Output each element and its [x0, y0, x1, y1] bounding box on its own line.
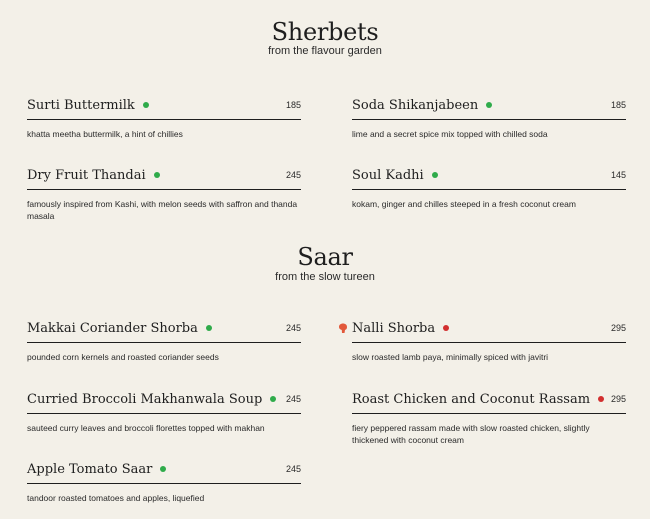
menu-item-price: 245: [285, 464, 301, 474]
menu-item: [352, 164, 626, 210]
menu-item-name: Dry Fruit Thandai: [27, 167, 146, 183]
menu-item-price: 185: [285, 100, 301, 110]
menu-item-price: 295: [610, 323, 626, 333]
menu-item-description: pounded corn kernels and roasted coriander seeds: [27, 352, 219, 362]
menu-item-price: 245: [285, 323, 301, 333]
veg-indicator-icon: [143, 102, 149, 108]
veg-indicator-icon: [432, 172, 438, 178]
menu-item-description: slow roasted lamb paya, minimally spiced with javitri: [352, 352, 549, 362]
menu-item-description: tandoor roasted tomatoes and apples, liquefied: [27, 493, 205, 503]
menu-item-name: Nalli Shorba: [352, 320, 436, 336]
menu-item-description: fiery peppered rassam made with slow roasted chicken, slightly thickened with coconut cream: [352, 423, 590, 445]
menu-item-price: 295: [610, 394, 626, 404]
non-veg-indicator-icon: [443, 325, 449, 331]
veg-indicator-icon: [486, 102, 492, 108]
menu-item-header: [27, 164, 301, 190]
veg-indicator-icon: [154, 172, 160, 178]
menu-item-name: Curried Broccoli Makhanwala Soup: [27, 391, 263, 407]
menu-item-description: lime and a secret spice mix topped with chilled soda: [352, 129, 548, 139]
menu-item-header: [27, 317, 301, 343]
menu-item: [352, 388, 626, 446]
menu-item-name: Surti Buttermilk: [27, 97, 135, 113]
menu-item-description: khatta meetha buttermilk, a hint of chillies: [27, 129, 183, 139]
menu-item: [27, 388, 301, 434]
menu-item-header: [27, 388, 301, 414]
section-subtitle-sherbets: from the flavour garden: [268, 45, 382, 57]
menu-item-header: [352, 388, 626, 414]
menu-item-description: famously inspired from Kashi, with melon seeds with saffron and thanda masala: [27, 199, 298, 221]
menu-item-name: Soul Kadhi: [352, 167, 424, 183]
menu-item-name: Makkai Coriander Shorba: [27, 320, 198, 336]
veg-indicator-icon: [270, 396, 276, 402]
veg-indicator-icon: [206, 325, 212, 331]
menu-item-header: [352, 317, 626, 343]
menu-item-description: kokam, ginger and chilles steeped in a fresh coconut cream: [352, 199, 576, 209]
chef-special-icon: [337, 322, 349, 334]
menu-item-header: [352, 94, 626, 120]
menu-item: [27, 317, 301, 363]
menu-item-header: [27, 458, 301, 484]
menu-item-name: Roast Chicken and Coconut Rassam: [352, 391, 591, 407]
menu-item-price: 185: [610, 100, 626, 110]
menu-item: [27, 94, 301, 140]
menu-item-name: Soda Shikanjabeen: [352, 97, 479, 113]
section-subtitle-saar: from the slow tureen: [275, 271, 375, 283]
menu-item: [27, 164, 301, 222]
menu-item-price: 145: [610, 170, 626, 180]
menu-item-header: [352, 164, 626, 190]
menu-item-name: Apple Tomato Saar: [27, 461, 153, 477]
menu-item: [352, 317, 626, 363]
veg-indicator-icon: [160, 466, 166, 472]
menu-item: [27, 458, 301, 504]
non-veg-indicator-icon: [598, 396, 604, 402]
section-title-sherbets: Sherbets: [271, 18, 379, 46]
menu-item-price: 245: [285, 170, 301, 180]
menu-item-description: sauteed curry leaves and broccoli florettes topped with makhan: [27, 423, 265, 433]
menu-item: [352, 94, 626, 140]
menu-item-header: [27, 94, 301, 120]
section-title-saar: Saar: [297, 243, 353, 271]
menu-item-price: 245: [285, 394, 301, 404]
